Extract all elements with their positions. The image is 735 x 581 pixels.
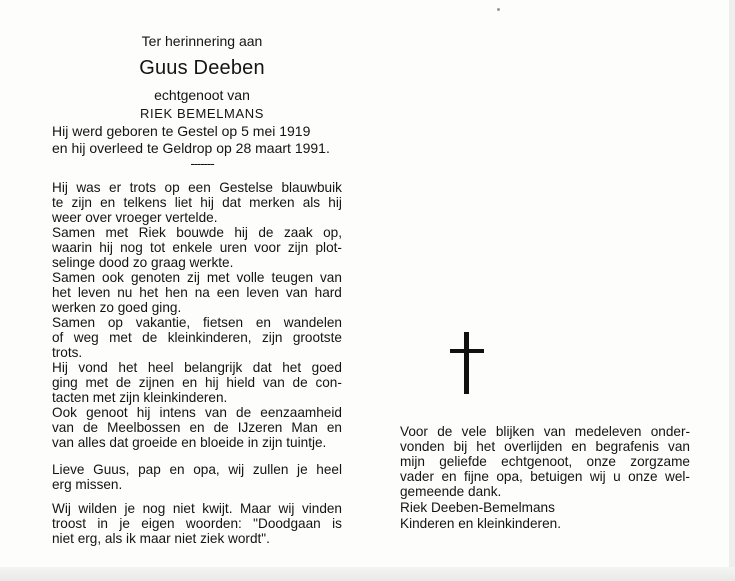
text-line: vader en fijne opa, betuigen wij u onze wel- xyxy=(400,469,690,484)
thanks-text xyxy=(400,424,690,499)
text-line: ging met de zijnen en hij hield van de con- xyxy=(52,375,342,390)
text-line: weer over vroeger vertelde. xyxy=(52,210,218,225)
card-edge-bottom xyxy=(0,567,735,581)
signature-name: Riek Deeben-Bemelmans xyxy=(400,500,555,515)
text-line: troost in je eigen woorden: "Doodgaan is xyxy=(52,516,342,531)
text-line: Lieve Guus, pap en opa, wij zullen je heel xyxy=(52,462,342,477)
spouse-name: RIEK BEMELMANS xyxy=(140,106,264,121)
closing-words xyxy=(52,462,342,546)
text-line: Voor de vele blijken van medeleven onder- xyxy=(400,424,690,439)
text-line: waarin hij nog tot enkele uren voor zijn plot- xyxy=(52,240,342,255)
text-line: Hij vond het heel belangrijk dat het goed xyxy=(52,360,342,375)
card-edge xyxy=(729,0,735,581)
text-line: van alles dat groeide en bloeide in zijn tuintje. xyxy=(52,435,327,450)
text-line: Hij was er trots op een Gestelse blauwbuik xyxy=(52,180,342,195)
birth-line: Hij werd geboren te Gestel op 5 mei 1919 xyxy=(52,123,311,139)
text-line: Samen ook genoten zij met volle teugen van xyxy=(52,270,342,285)
text-line: van de Meelbossen en de IJzeren Man en xyxy=(52,420,342,435)
text-line: Samen op vakantie, fietsen en wandelen xyxy=(52,315,342,330)
memory-heading: Ter herinnering aan xyxy=(141,33,263,49)
text-line: Wij wilden je nog niet kwijt. Maar wij vinden xyxy=(52,501,342,516)
text-line: gemeende dank. xyxy=(400,484,502,499)
text-line: erg missen. xyxy=(52,477,123,492)
text-line: het leven nu het hen na een leven van hard xyxy=(52,285,342,300)
text-line: mijn geliefde echtgenoot, onze zorgzame xyxy=(400,454,690,469)
text-line: tacten met zijn kleinkinderen. xyxy=(52,390,228,405)
speck xyxy=(497,8,500,11)
text-line: of weg met de kleinkinderen, zijn grootste xyxy=(52,330,342,345)
signature-family: Kinderen en kleinkinderen. xyxy=(400,516,561,531)
text-line: te zijn en telkens liet hij dat merken als hij xyxy=(52,195,342,210)
deceased-name: Guus Deeben xyxy=(139,57,265,79)
text-line: werken zo goed ging. xyxy=(52,300,182,315)
separator: ------- xyxy=(190,156,214,171)
text-line: Samen met Riek bouwde hij de zaak op, xyxy=(52,225,342,240)
death-line: en hij overleed te Geldrop op 28 maart 1991. xyxy=(52,140,330,156)
text-line: Ook genoot hij intens van de eenzaamheid xyxy=(52,405,342,420)
cross-icon xyxy=(450,332,484,394)
signature-block xyxy=(400,500,690,532)
text-line: vonden bij het overlijden en begrafenis van xyxy=(400,439,690,454)
text-line: selinge dood zo graag werkte. xyxy=(52,255,234,270)
text-line: trots. xyxy=(52,345,83,360)
spouse-label: echtgenoot van xyxy=(154,87,250,103)
biography xyxy=(52,180,342,450)
life-dates xyxy=(52,123,352,157)
text-line: niet erg, als ik maar niet ziek wordt". xyxy=(52,531,270,546)
